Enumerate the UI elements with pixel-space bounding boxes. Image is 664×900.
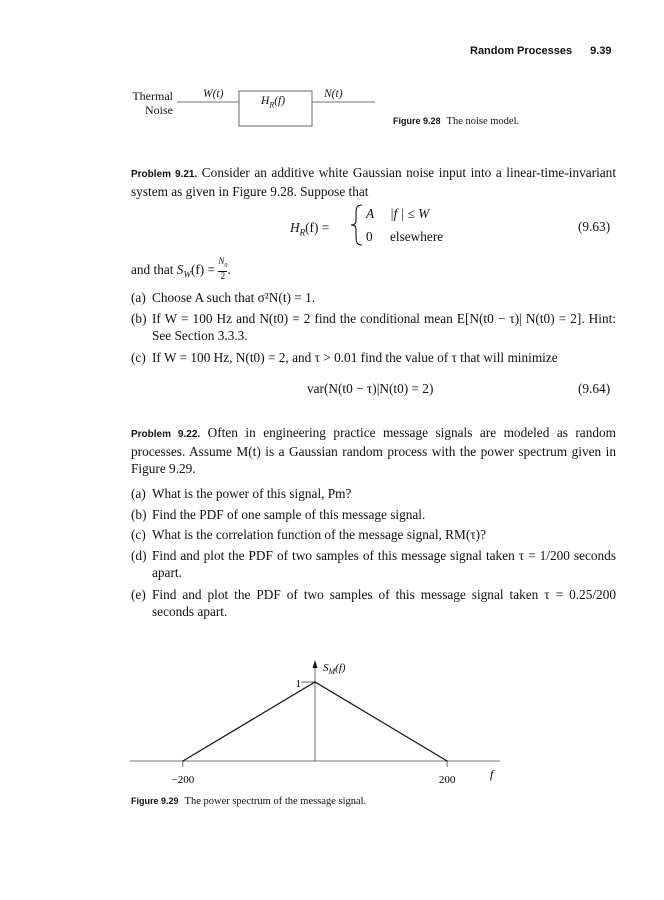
item-label: (d) — [131, 548, 147, 563]
n0-numerator — [218, 257, 227, 272]
n0-denominator: 2 — [220, 270, 226, 281]
problem-9-21-item-c — [131, 349, 616, 366]
spectrum-point — [314, 681, 315, 682]
spectrum-point — [447, 760, 448, 761]
item-text: Find the PDF of one sample of this message signal. — [152, 507, 426, 522]
figure-9-28 — [125, 86, 385, 130]
and-that-line: and that $S_W(f)$ = $\frac{N_0}{2}$ . — [131, 256, 231, 281]
running-header — [470, 45, 612, 57]
eq-lhs-sub: R — [299, 227, 306, 238]
item-label: (e) — [131, 587, 146, 602]
sw-symbol: S — [176, 262, 184, 277]
noise-label: Noise — [145, 103, 173, 117]
caption-number: Figure 9.28 — [393, 116, 441, 126]
case2-cond: elsewhere — [390, 229, 444, 244]
block-label — [261, 95, 285, 109]
item-label: (a) — [131, 486, 146, 501]
item-text: If W = 100 Hz, N(t0) = 2, and τ > 0.01 find the value of τ that will minimize — [152, 350, 558, 365]
x-tick-label: −200 — [171, 774, 195, 786]
block-sub: R — [269, 100, 275, 110]
item-text: If W = 100 Hz and N(t0) = 2 find the conditional mean E[N(t0 − τ)| N(t0) = 2]. Hint: See Section 3.3.3. — [152, 311, 616, 344]
eq-lhs-arg: (f) = — [305, 220, 330, 235]
eq-9-64: var(N(t0 − τ)|N(t0) = 2) — [307, 381, 434, 396]
y-axis-label: $S_M(f)$ — [323, 662, 346, 676]
signal-out-label: N(t) — [324, 88, 343, 100]
block-diagram-svg — [125, 86, 385, 130]
page-number: 9.39 — [590, 45, 612, 57]
problem-9-21-intro — [131, 164, 616, 200]
x-ticks — [171, 761, 455, 786]
case1-cond: |f | ≤ W — [390, 206, 430, 221]
sw-sub: W — [183, 269, 191, 280]
left-brace — [351, 205, 362, 245]
and-that-text: and that — [131, 262, 174, 277]
x-tick-label: 200 — [438, 774, 456, 786]
figure-9-29-caption — [131, 796, 366, 807]
problem-9-22-item-e — [131, 586, 616, 620]
problem-9-21-item-b — [131, 310, 616, 344]
eq-lhs — [290, 220, 329, 238]
problem-9-22-item-c — [131, 526, 616, 543]
caption-text: The noise model. — [446, 116, 520, 127]
n0-n: N — [218, 256, 225, 267]
problem-9-22-item-d — [131, 547, 616, 581]
case2-value: 0 — [366, 229, 373, 244]
thermal-label: Thermal — [132, 89, 173, 103]
block-h: H — [261, 95, 270, 107]
item-label: (a) — [131, 290, 146, 305]
figure-9-28-caption — [393, 116, 519, 127]
item-label: (c) — [131, 350, 146, 365]
eq-lhs-h: H — [290, 220, 300, 235]
item-text: What is the power of this signal, Pm? — [152, 486, 352, 501]
n0-over-2 — [218, 257, 227, 281]
problem-9-22-intro — [131, 424, 616, 478]
problem-9-21-item-a — [131, 289, 616, 306]
header-title: Random Processes — [470, 45, 573, 57]
brace-svg — [350, 203, 364, 247]
n0-sub: 0 — [224, 262, 228, 269]
sw-rest: (f) = — [190, 262, 216, 277]
eq-number-9-64: (9.64) — [578, 381, 611, 396]
power-spectrum-chart — [120, 650, 510, 795]
x-axis-label: f — [490, 767, 494, 781]
problem-9-22-item-b — [131, 506, 616, 523]
problem-label: Problem 9.21. — [131, 169, 198, 180]
case1-value: A — [366, 206, 375, 221]
item-text: Find and plot the PDF of two samples of this message signal taken τ = 0.25/200 seconds apart. — [152, 587, 616, 620]
item-text: Find and plot the PDF of two samples of this message signal taken τ = 1/200 seconds apart. — [152, 548, 616, 581]
caption-text: The power spectrum of the message signal. — [184, 796, 367, 807]
block-arg: (f) — [274, 95, 286, 107]
problem-label: Problem 9.22. — [131, 429, 201, 440]
item-text: What is the correlation function of the message signal, RM(τ)? — [152, 527, 486, 542]
problem-intro-text: Consider an additive white Gaussian noise input into a linear-time-invariant system as given in Figure 9.28. Suppose that — [131, 165, 617, 200]
item-text: Choose A such that σ²N(t) = 1. — [152, 290, 316, 305]
caption-number: Figure 9.29 — [131, 796, 179, 806]
problem-9-22-item-a — [131, 485, 616, 502]
y-axis-arrow — [313, 660, 318, 668]
item-label: (c) — [131, 527, 146, 542]
item-label: (b) — [131, 507, 147, 522]
spectrum-point — [182, 760, 183, 761]
item-label: (b) — [131, 311, 147, 326]
eq-number-9-63: (9.63) — [578, 219, 611, 234]
problem-intro-text: Often in engineering practice message signals are modeled as random processes. Assume M(t) is a Gaussian random process with the power spectrum given in Figure 9.29. — [131, 425, 616, 477]
signal-in-label: W(t) — [203, 88, 224, 100]
y-tick-label: 1 — [295, 678, 301, 690]
